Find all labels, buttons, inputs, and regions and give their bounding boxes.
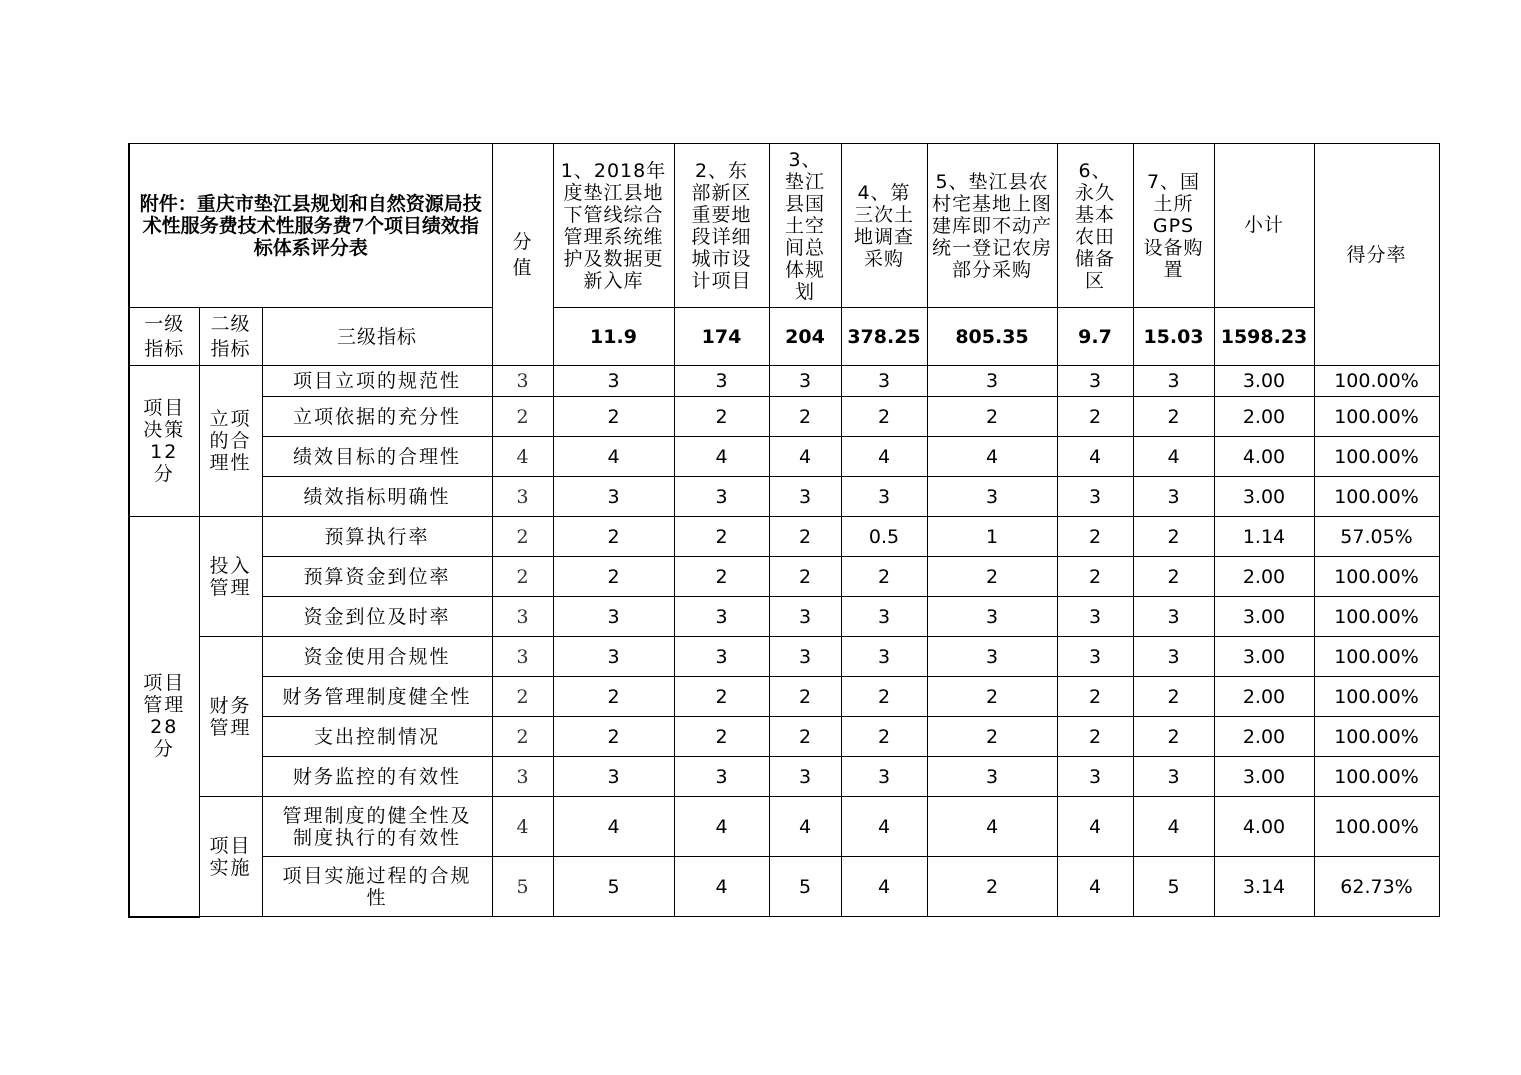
project-score-cell: 2 [1057,717,1133,757]
project-score-cell: 3 [841,477,927,517]
project-score-cell: 3 [1057,757,1133,797]
table-row [129,366,1439,397]
project-score-cell: 4 [927,437,1057,477]
table-row [129,757,1439,797]
project-score-cell: 2 [553,397,674,437]
score-cell: 2 [492,517,553,557]
level2-cell [199,637,262,797]
score-cell: 5 [492,857,553,917]
project-score-cell: 3 [674,757,769,797]
project-score-cell: 3 [674,597,769,637]
score-cell: 2 [492,717,553,757]
table-row [129,477,1439,517]
level1-label: 项目决策12分 [143,397,186,485]
subtotal-cell: 2.00 [1214,677,1314,717]
score-cell: 2 [492,677,553,717]
level3-label: 资金使用合规性 [303,645,451,668]
rate-cell: 100.00% [1314,717,1439,757]
level3-cell [262,366,492,397]
amount-cell: 15.03 [1133,308,1214,366]
project-score-cell: 3 [553,597,674,637]
table-row [129,557,1439,597]
project-score-cell: 5 [553,857,674,917]
score-cell: 2 [492,397,553,437]
rate-cell: 100.00% [1314,797,1439,857]
score-header-label: 分值 [512,230,533,279]
score-cell: 3 [492,637,553,677]
level2-cell [199,797,262,917]
project-score-cell: 2 [769,717,841,757]
amount-cell: 204 [769,308,841,366]
subtotal-cell: 2.00 [1214,557,1314,597]
project-score-cell: 4 [1057,857,1133,917]
project-score-cell: 3 [841,597,927,637]
level2-label: 立项的合理性 [209,408,252,474]
rate-cell: 100.00% [1314,677,1439,717]
rate-cell: 100.00% [1314,477,1439,517]
project-score-cell: 2 [674,717,769,757]
project-score-cell: 3 [927,597,1057,637]
table-row [129,437,1439,477]
project-score-cell: 2 [1133,557,1214,597]
level3-label: 绩效目标的合理性 [292,445,461,468]
project-score-cell: 3 [1057,366,1133,397]
project-score-cell: 3 [553,637,674,677]
level2-header [199,308,262,366]
score-cell: 4 [492,797,553,857]
project-score-cell: 4 [553,437,674,477]
project-header-7 [1133,144,1214,308]
level3-label: 财务管理制度健全性 [282,685,472,708]
table-row [129,397,1439,437]
project-score-cell: 2 [927,677,1057,717]
project-score-cell: 2 [553,717,674,757]
score-cell: 3 [492,477,553,517]
project-score-cell: 3 [674,637,769,677]
subtotal-cell: 4.00 [1214,437,1314,477]
project-score-cell: 3 [927,366,1057,397]
project-score-cell: 2 [1057,397,1133,437]
project-score-cell: 3 [1133,757,1214,797]
project-score-cell: 4 [1133,437,1214,477]
level3-label: 支出控制情况 [313,725,440,748]
level1-cell [129,517,199,917]
project-score-cell: 4 [1057,437,1133,477]
rate-cell: 100.00% [1314,397,1439,437]
project-score-cell: 2 [1133,717,1214,757]
table-row [129,717,1439,757]
subtotal-amount-cell: 1598.23 [1214,308,1314,366]
project-score-cell: 3 [674,477,769,517]
project-score-cell: 3 [553,477,674,517]
level3-label: 预算执行率 [324,525,430,548]
project-score-cell: 3 [769,757,841,797]
level2-cell [199,366,262,517]
project-score-cell: 3 [1133,637,1214,677]
level3-label: 绩效指标明确性 [303,485,451,508]
score-cell: 3 [492,366,553,397]
project-score-cell: 2 [927,557,1057,597]
subtotal-cell: 3.00 [1214,477,1314,517]
level2-label: 投入管理 [209,554,252,599]
table-row [129,517,1439,557]
project-score-cell: 4 [674,437,769,477]
score-header [492,144,553,366]
project-header-3 [769,144,841,308]
subtotal-cell: 3.00 [1214,597,1314,637]
project-header-2-label: 2、东部新区重要地段详细城市设计项目 [691,159,752,292]
rate-cell: 100.00% [1314,597,1439,637]
level3-label: 管理制度的健全性及制度执行的有效性 [282,804,472,849]
page-title: 附件：重庆市垫江县规划和自然资源局技术性服务费技术性服务费7个项目绩效指标体系评分表 [129,144,492,308]
project-score-cell: 3 [927,637,1057,677]
table-row [129,637,1439,677]
rate-header: 得分率 [1314,144,1439,366]
project-score-cell: 3 [769,366,841,397]
rate-cell: 100.00% [1314,757,1439,797]
level3-cell [262,677,492,717]
project-score-cell: 3 [1057,597,1133,637]
level3-label: 财务监控的有效性 [292,765,461,788]
project-score-cell: 2 [927,857,1057,917]
project-score-cell: 5 [769,857,841,917]
level3-label: 项目实施过程的合规性 [282,864,472,909]
rate-cell: 100.00% [1314,557,1439,597]
project-score-cell: 2 [1133,517,1214,557]
project-score-cell: 4 [927,797,1057,857]
rate-cell: 100.00% [1314,437,1439,477]
project-score-cell: 3 [841,757,927,797]
level3-cell [262,477,492,517]
project-score-cell: 2 [553,557,674,597]
project-score-cell: 3 [1057,637,1133,677]
subtotal-cell: 3.00 [1214,366,1314,397]
project-score-cell: 3 [769,477,841,517]
level2-header-label: 二级指标 [210,312,251,360]
project-score-cell: 2 [927,717,1057,757]
level3-label: 立项依据的充分性 [292,405,461,428]
subtotal-cell: 2.00 [1214,397,1314,437]
score-cell: 3 [492,597,553,637]
project-score-cell: 4 [769,797,841,857]
level3-cell [262,757,492,797]
header-row-amounts [129,308,1439,366]
subtotal-cell: 4.00 [1214,797,1314,857]
amount-cell: 805.35 [927,308,1057,366]
project-score-cell: 4 [553,797,674,857]
level1-cell [129,366,199,517]
level1-header [129,308,199,366]
score-cell: 2 [492,557,553,597]
project-score-cell: 4 [674,797,769,857]
project-score-cell: 3 [674,366,769,397]
level3-label: 资金到位及时率 [303,605,451,628]
project-header-5: 5、垫江县农村宅基地上图建库即不动产统一登记农房部分采购 [927,144,1057,308]
project-score-cell: 4 [1133,797,1214,857]
project-header-2 [674,144,769,308]
project-score-cell: 3 [927,757,1057,797]
project-score-cell: 1 [927,517,1057,557]
level3-label: 预算资金到位率 [303,565,451,588]
project-score-cell: 3 [1133,597,1214,637]
project-score-cell: 4 [841,437,927,477]
project-score-cell: 3 [841,637,927,677]
project-score-cell: 2 [841,397,927,437]
level1-label: 项目管理28分 [143,672,186,761]
project-header-1: 1、2018年度垫江县地下管线综合管理系统维护及数据更新入库 [553,144,674,308]
project-header-6 [1057,144,1133,308]
rate-cell: 62.73% [1314,857,1439,917]
project-score-cell: 2 [674,557,769,597]
project-score-cell: 2 [927,397,1057,437]
project-score-cell: 2 [1057,557,1133,597]
level3-cell [262,637,492,677]
project-score-cell: 2 [674,517,769,557]
project-score-cell: 2 [841,717,927,757]
table-row [129,797,1439,857]
project-score-cell: 2 [1133,397,1214,437]
subtotal-cell: 3.00 [1214,637,1314,677]
rate-cell: 57.05% [1314,517,1439,557]
level2-cell [199,517,262,637]
table-row [129,857,1439,917]
project-header-4 [841,144,927,308]
project-header-6-label: 6、永久基本农田储备区 [1074,159,1115,292]
project-score-cell: 2 [553,677,674,717]
level3-cell [262,717,492,757]
level2-label: 项目实施 [209,834,252,879]
amount-cell: 174 [674,308,769,366]
table-row [129,597,1439,637]
subtotal-cell: 3.14 [1214,857,1314,917]
project-score-cell: 2 [674,397,769,437]
subtotal-cell: 3.00 [1214,757,1314,797]
level3-header: 三级指标 [262,308,492,366]
project-score-cell: 2 [674,677,769,717]
score-cell: 4 [492,437,553,477]
project-score-cell: 2 [553,517,674,557]
project-score-cell: 4 [841,857,927,917]
project-score-cell: 4 [769,437,841,477]
project-score-cell: 2 [769,397,841,437]
evaluation-table [128,143,1440,918]
project-score-cell: 2 [841,557,927,597]
project-score-cell: 3 [1133,366,1214,397]
project-score-cell: 2 [1057,677,1133,717]
project-header-7-label: 7、国土所GPS设备购置 [1143,170,1204,281]
subtotal-cell: 1.14 [1214,517,1314,557]
level3-cell [262,857,492,917]
level3-cell [262,397,492,437]
table-body [129,366,1439,917]
project-score-cell: 2 [841,677,927,717]
project-score-cell: 3 [553,366,674,397]
amount-cell: 378.25 [841,308,927,366]
subtotal-header: 小计 [1214,144,1314,308]
project-score-cell: 3 [1057,477,1133,517]
level3-cell [262,797,492,857]
project-score-cell: 2 [1133,677,1214,717]
project-score-cell: 4 [841,797,927,857]
table-row [129,677,1439,717]
project-header-3-label: 3、垫江县国土空间总体规划 [785,148,826,303]
project-score-cell: 3 [927,477,1057,517]
project-score-cell: 4 [674,857,769,917]
project-score-cell: 2 [769,517,841,557]
level2-label: 财务管理 [209,694,252,739]
level3-cell [262,597,492,637]
project-score-cell: 3 [841,366,927,397]
level1-header-label: 一级指标 [144,312,185,360]
project-score-cell: 0.5 [841,517,927,557]
amount-cell: 9.7 [1057,308,1133,366]
level3-cell [262,437,492,477]
project-score-cell: 3 [1133,477,1214,517]
header-row-projects [129,144,1439,308]
project-score-cell: 4 [1057,797,1133,857]
project-score-cell: 3 [553,757,674,797]
level3-cell [262,557,492,597]
project-score-cell: 2 [769,557,841,597]
project-score-cell: 3 [769,597,841,637]
amount-cell: 11.9 [553,308,674,366]
project-score-cell: 2 [1057,517,1133,557]
subtotal-cell: 2.00 [1214,717,1314,757]
project-header-4-label: 4、第三次土地调查采购 [853,181,914,270]
rate-cell: 100.00% [1314,637,1439,677]
project-score-cell: 3 [769,637,841,677]
score-cell: 3 [492,757,553,797]
rate-cell: 100.00% [1314,366,1439,397]
project-score-cell: 5 [1133,857,1214,917]
level3-label: 项目立项的规范性 [292,370,461,392]
level3-cell [262,517,492,557]
project-score-cell: 2 [769,677,841,717]
